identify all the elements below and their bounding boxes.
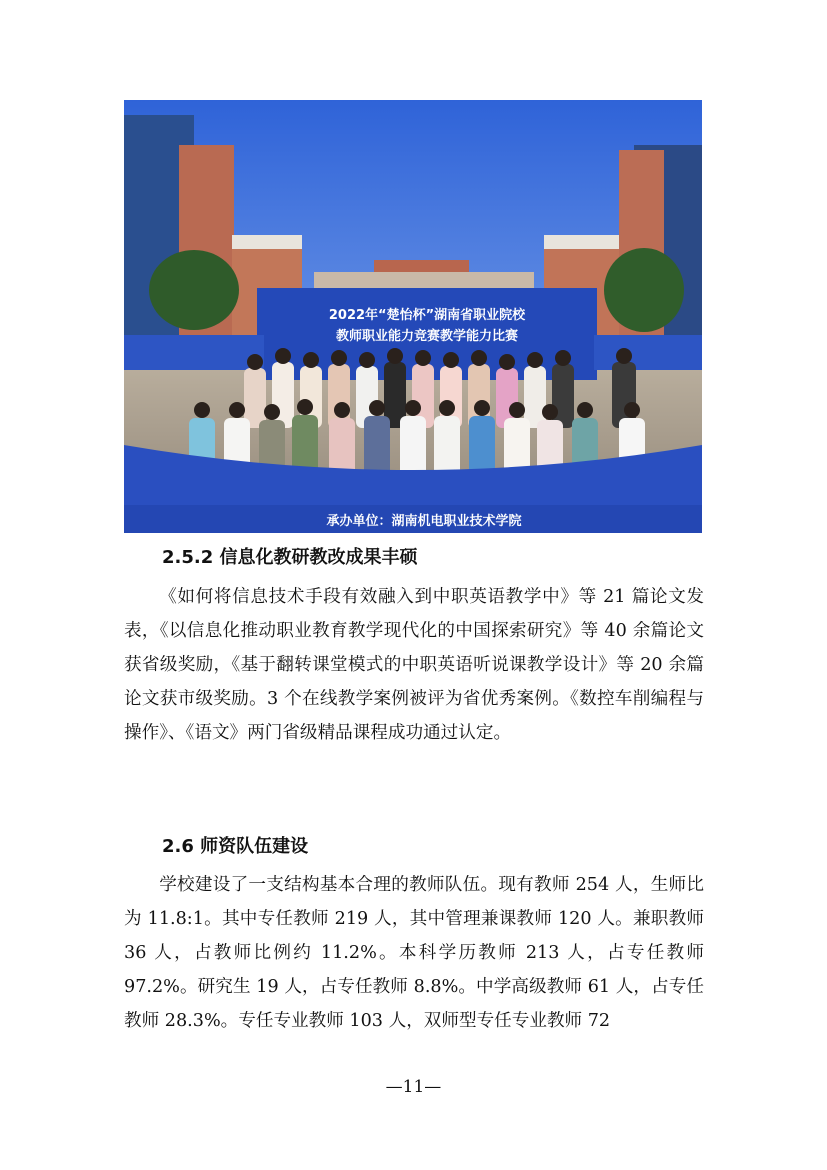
banner-bottom-text: 承办单位：湖南机电职业技术学院 (326, 514, 522, 529)
section-paragraph-2-5-2: 《如何将信息技术手段有效融入到中职英语教学中》等 21 篇论文发表，《以信息化推动职业教育教学现代化的中国探索研究》等 40 余篇论文获省级奖励，《基于翻转课堂模式的中职英语听说课教学设计》等 20 余篇论文获市级奖励。3 个在线教学案例被评为省优秀案例。《数控车削编程与操作》、《语文》两门省级精品课程成功通过认定。 (124, 587, 704, 743)
group-photo (124, 100, 702, 533)
backdrop-title-line2: 教师职业能力竞赛教学能力比赛 (335, 329, 519, 344)
section-heading-2-5-2: 2.5.2 信息化教研教改成果丰硕 (162, 547, 418, 568)
page-number: —11— (385, 1077, 442, 1097)
section-paragraph-2-6: 学校建设了一支结构基本合理的教师队伍。现有教师 254 人，生师比为 11.8:1。其中专任教师 219 人，其中管理兼课教师 120 人。兼职教师 36 人，占教师比例约 11.2%。本科学历教师 213 人，占专任教师 97.2%。研究生 19 人，占专任教师 8.8%。中学高级教师 61 人，占专任教师 28.3%。专任专业教师 103 人，双师型专任专业教师 72 (124, 875, 704, 1031)
section-heading-2-6: 2.6 师资队伍建设 (162, 836, 309, 857)
backdrop-title-line1: 2022年“楚怡杯”湖南省职业院校 (328, 308, 526, 323)
